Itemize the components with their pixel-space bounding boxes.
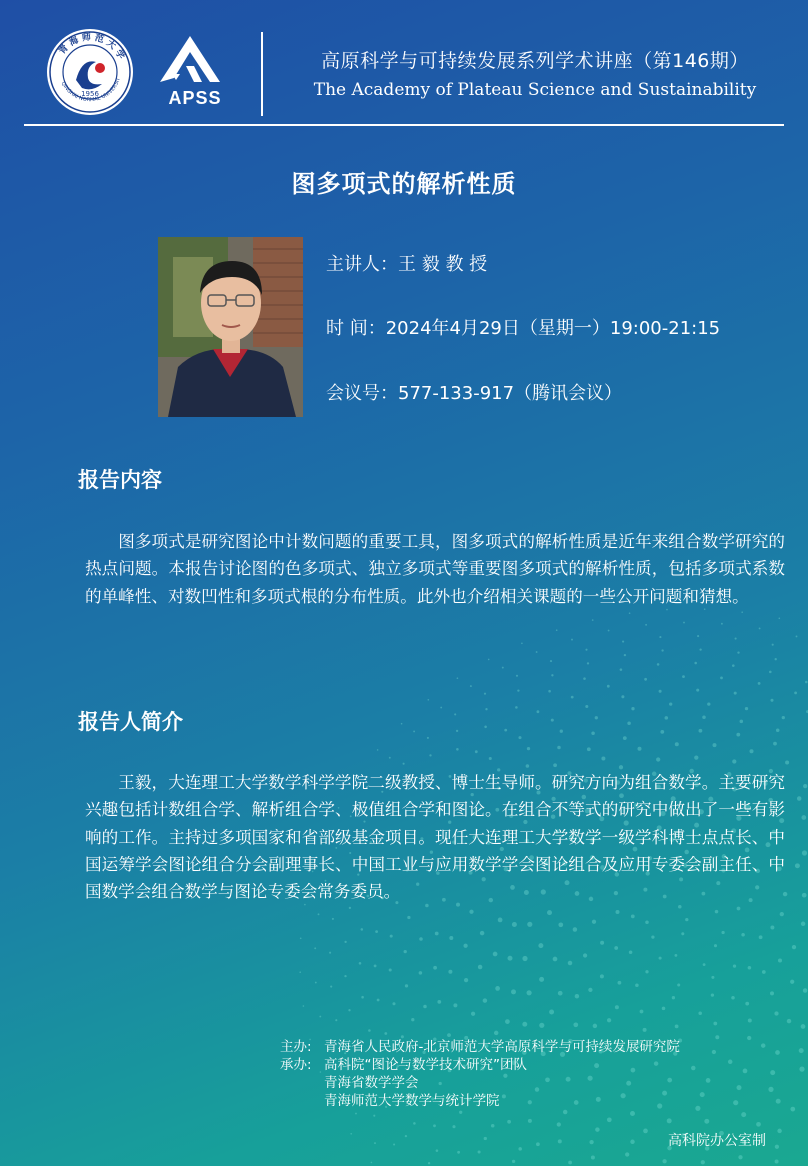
speaker-line: 主讲人：王 毅 教 授 (326, 254, 488, 275)
speaker-photo (158, 237, 303, 417)
header (0, 0, 808, 130)
series-title-en: The Academy of Plateau Science and Sustainability (313, 80, 757, 100)
organizer-3: 青海师范大学数学与统计学院 (324, 1093, 500, 1109)
svg-text:QINGHAI NORMAL UNIVERSITY: QINGHAI NORMAL UNIVERSIT (59, 76, 122, 104)
bio-heading: 报告人简介 (78, 710, 183, 734)
meeting-id-line: 会议号：577-133-917（腾讯会议） (326, 383, 623, 404)
svg-text:1956: 1956 (81, 90, 99, 98)
host-label: 主办: (280, 1039, 312, 1055)
apss-logo (150, 30, 240, 110)
header-rule (24, 124, 784, 126)
header-divider (261, 32, 263, 116)
organizer-2: 青海省数学学会 (324, 1075, 419, 1091)
talk-title: 图多项式的解析性质 (291, 170, 517, 198)
content-paragraph: 图多项式是研究图论中计数问题的重要工具，图多项式的解析性质是近年来组合数学研究的热点问题。本报告讨论图的色多项式、独立多项式等重要图多项式的解析性质，包括多项式系数的单峰性、对数凹性和多项式根的分布性质。此外也介绍相关课题的一些公开问题和猜想。 (85, 532, 785, 606)
organizer-label: 承办: (280, 1057, 312, 1073)
university-seal-logo (46, 28, 134, 116)
series-title-cn: 高原科学与可持续发展系列学术讲座（第146期） (321, 50, 749, 72)
host-text: 青海省人民政府-北京师范大学高原科学与可持续发展研究院 (324, 1039, 680, 1055)
time-line: 时 间：2024年4月29日（星期一）19:00-21:15 (326, 318, 721, 339)
content-heading: 报告内容 (78, 468, 162, 492)
organizer-1: 高科院“图论与数学技术研究”团队 (324, 1057, 527, 1073)
bio-paragraph: 王毅，大连理工大学数学科学学院二级教授、博士生导师。研究方向为组合数学。主要研究兴趣包括计数组合学、解析组合学、极值组合学和图论。在组合不等式的研究中做出了一些有影响的工作。主持过多项国家和省部级基金项目。现任大连理工大学数学一级学科博士点点长、中国运筹学会图论组合分会副理事长、中国工业与应用数学学会图论组合及应用专委会副主任、中国数学会组合数学与图论专委会常务委员。 (85, 773, 785, 902)
svg-text:青 海 师 范 大 学: 青 海 师 范 大 学 (57, 32, 126, 62)
office-credit: 高科院办公室制 (668, 1133, 766, 1149)
svg-text:APSS: APSS (168, 88, 222, 108)
footer-organizers (280, 1038, 680, 1110)
